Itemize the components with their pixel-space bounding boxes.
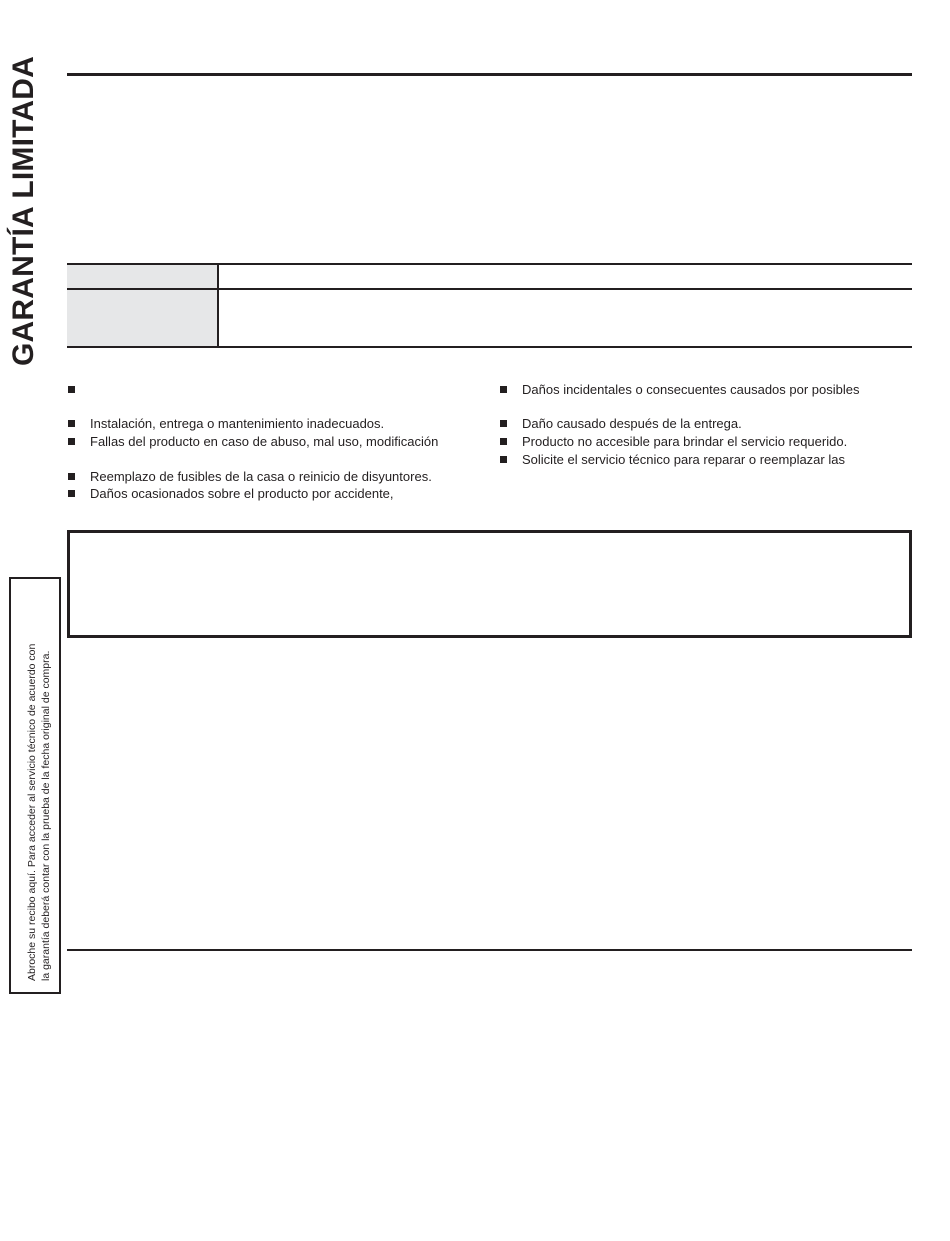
receipt-note bbox=[25, 581, 53, 981]
square-bullet-icon bbox=[68, 438, 75, 445]
square-bullet-icon bbox=[500, 386, 507, 393]
boxed-notice bbox=[67, 530, 912, 638]
receipt-note-line-1: Abroche su recibo aquí. Para acceder al servicio técnico de acuerdo con bbox=[26, 643, 38, 981]
receipt-note-line-2: la garantía deberá contar con la prueba de la fecha original de compra. bbox=[40, 650, 52, 981]
receipt-staple-box bbox=[9, 577, 61, 994]
square-bullet-icon bbox=[500, 456, 507, 463]
square-bullet-icon bbox=[68, 490, 75, 497]
exclusions-right-list: Daños incidentales o consecuentes causados por posibles Daño causado después de la entrega. Producto no accesible para brindar el servicio requerido. Solicite el servicio técnico para reparar o reemplazar las bbox=[500, 381, 910, 471]
warranty-period-table bbox=[67, 263, 912, 348]
top-rule bbox=[67, 73, 912, 76]
table-header-cell bbox=[67, 265, 217, 288]
side-title: GARANTÍA LIMITADA bbox=[7, 55, 40, 366]
exclusions-left-list: Instalación, entrega o mantenimiento inadecuados. Fallas del producto en caso de abuso, mal uso, modificación Reemplazo de fusibles de la casa o reinicio de disyuntores. Daños ocasionados sobre el producto por accidente, bbox=[68, 381, 488, 506]
bottom-rule bbox=[67, 949, 912, 951]
square-bullet-icon bbox=[500, 438, 507, 445]
square-bullet-icon bbox=[68, 420, 75, 427]
table-column-divider bbox=[217, 263, 219, 348]
square-bullet-icon bbox=[68, 386, 75, 393]
table-body-cell bbox=[67, 290, 217, 346]
square-bullet-icon bbox=[500, 420, 507, 427]
square-bullet-icon bbox=[68, 473, 75, 480]
table-bottom-border bbox=[67, 346, 912, 348]
